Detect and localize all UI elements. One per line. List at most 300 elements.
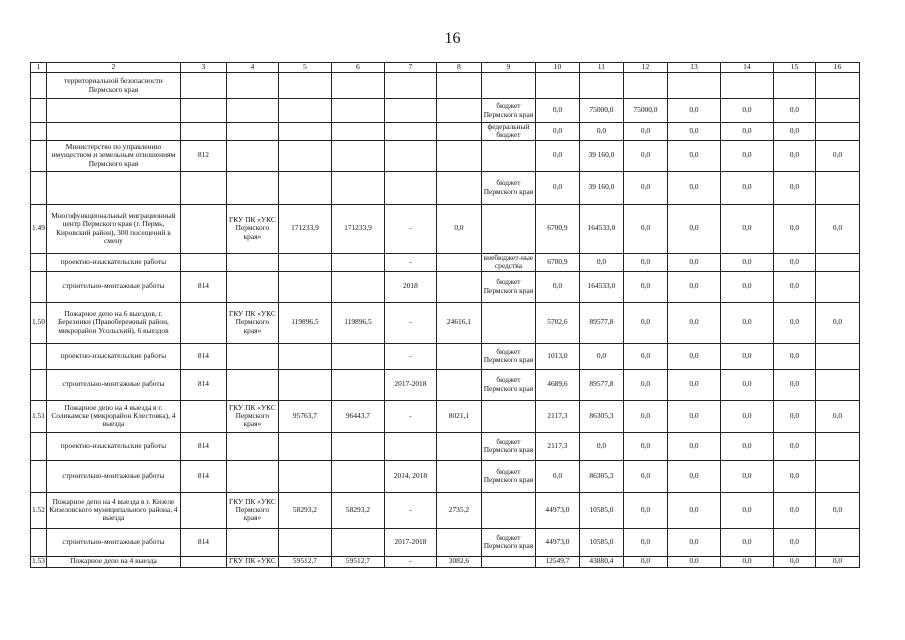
table-cell xyxy=(226,99,278,123)
header-cell: 9 xyxy=(481,63,535,73)
table-row xyxy=(31,528,860,556)
table-cell xyxy=(815,253,859,271)
table-cell: 0,0 xyxy=(720,302,773,343)
table-cell: бюджет Пермского края xyxy=(481,528,535,556)
table-cell xyxy=(226,460,278,492)
table-cell xyxy=(815,343,859,369)
table-cell: 0,0 xyxy=(773,400,815,432)
table-cell xyxy=(481,140,535,171)
header-cell: 12 xyxy=(623,63,667,73)
table-cell: 0,0 xyxy=(773,556,815,567)
table-cell: проектно-изыскательские работы xyxy=(46,343,180,369)
table-cell: 89577,8 xyxy=(579,302,623,343)
table-cell: 0,0 xyxy=(773,432,815,460)
table-cell: 75000,0 xyxy=(623,99,667,123)
table-cell: 0,0 xyxy=(720,171,773,204)
table-cell: 0,0 xyxy=(579,123,623,141)
table-cell xyxy=(436,460,481,492)
table-cell: 164533,0 xyxy=(579,204,623,253)
table-row xyxy=(31,253,860,271)
table-cell xyxy=(226,140,278,171)
table-cell xyxy=(815,73,859,99)
table-cell: 59512,7 xyxy=(278,556,331,567)
table-cell xyxy=(331,123,384,141)
table-cell: внебюджет-ные средства xyxy=(481,253,535,271)
table-cell: 0,0 xyxy=(720,432,773,460)
table-cell: 0,0 xyxy=(720,556,773,567)
table-cell xyxy=(815,123,859,141)
table-cell xyxy=(226,343,278,369)
table-cell xyxy=(436,432,481,460)
table-cell xyxy=(31,123,47,141)
table-cell: 1.50 xyxy=(31,302,47,343)
table-cell: 0,0 xyxy=(773,253,815,271)
table-cell: 0,0 xyxy=(773,123,815,141)
table-cell: 0,0 xyxy=(720,369,773,400)
table-cell: Многофункциональный миграционный центр Пермского края (г. Пермь, Кировский район), 300 посещений в смену xyxy=(46,204,180,253)
table-cell xyxy=(46,99,180,123)
table-cell: 0,0 xyxy=(667,432,720,460)
table-cell xyxy=(436,528,481,556)
table-cell: 44973,0 xyxy=(535,492,579,528)
table-cell xyxy=(31,140,47,171)
table-cell xyxy=(180,556,226,567)
table-cell: ГКУ ПК «УКС Пермского края» xyxy=(226,302,278,343)
table-cell: 0,0 xyxy=(773,302,815,343)
table-cell: 0,0 xyxy=(667,253,720,271)
table-cell xyxy=(579,73,623,99)
table-cell: 1.53 xyxy=(32,556,45,566)
table-cell: 0,0 xyxy=(667,171,720,204)
table-cell xyxy=(481,400,535,432)
table-cell: 0,0 xyxy=(623,253,667,271)
table-cell xyxy=(180,73,226,99)
table-cell: 0,0 xyxy=(773,460,815,492)
table-cell: 0,0 xyxy=(623,528,667,556)
table-cell: 86305,3 xyxy=(579,460,623,492)
table-cell: 2117,3 xyxy=(535,400,579,432)
table-cell xyxy=(815,528,859,556)
table-cell: 0,0 xyxy=(623,204,667,253)
table-cell: 2735,2 xyxy=(436,492,481,528)
table-cell: 0,0 xyxy=(720,123,773,141)
table-cell: 0,0 xyxy=(623,492,667,528)
table-cell xyxy=(226,271,278,302)
table-cell xyxy=(31,271,47,302)
header-cell: 8 xyxy=(436,63,481,73)
table-cell: строительно-монтажные работы xyxy=(46,460,180,492)
table-cell xyxy=(31,253,47,271)
header-cell: 16 xyxy=(815,63,859,73)
table-cell: 0,0 xyxy=(535,460,579,492)
table-cell: - xyxy=(384,400,436,432)
table-cell: 10585,0 xyxy=(579,492,623,528)
table-cell xyxy=(331,528,384,556)
header-cell: 7 xyxy=(384,63,436,73)
table-cell xyxy=(384,432,436,460)
table-cell: строительно-монтажные работы xyxy=(46,271,180,302)
table-cell: 814 xyxy=(180,343,226,369)
table-row xyxy=(31,343,860,369)
table-cell xyxy=(436,73,481,99)
table-row xyxy=(31,492,860,528)
table-cell: 0,0 xyxy=(667,343,720,369)
table-cell: 39 160,0 xyxy=(579,171,623,204)
table-cell xyxy=(31,528,47,556)
table-cell: 58293,2 xyxy=(331,492,384,528)
header-cell: 1 xyxy=(31,63,47,73)
table-cell xyxy=(384,171,436,204)
table-cell xyxy=(815,271,859,302)
table-cell xyxy=(278,343,331,369)
table-cell xyxy=(535,73,579,99)
table-cell: 0,0 xyxy=(623,369,667,400)
table-cell: 58293,2 xyxy=(278,492,331,528)
table-cell: 0,0 xyxy=(623,460,667,492)
table-cell: 814 xyxy=(180,432,226,460)
table-cell xyxy=(31,73,47,99)
table-cell: 0,0 xyxy=(720,140,773,171)
table-cell: 5702,6 xyxy=(535,302,579,343)
table-cell: 0,0 xyxy=(720,343,773,369)
table-cell xyxy=(331,343,384,369)
table-cell xyxy=(331,99,384,123)
table-cell: 89577,8 xyxy=(579,369,623,400)
header-cell: 2 xyxy=(46,63,180,73)
table-cell: ГКУ ПК «УКС Пермского края» xyxy=(226,492,278,528)
table-cell xyxy=(384,99,436,123)
table-cell: 164533,0 xyxy=(579,271,623,302)
table-cell xyxy=(46,171,180,204)
table-cell: 119896,5 xyxy=(278,302,331,343)
table-cell: 0,0 xyxy=(436,204,481,253)
table-cell xyxy=(226,528,278,556)
table-cell: федеральный бюджет xyxy=(481,123,535,141)
table-cell: 39 160,0 xyxy=(579,140,623,171)
table-cell: 10585,0 xyxy=(579,528,623,556)
table-cell xyxy=(226,123,278,141)
table-row xyxy=(31,171,860,204)
table-cell: Пожарное депо на 4 выезда xyxy=(46,556,180,567)
table-cell: проектно-изыскательские работы xyxy=(46,253,180,271)
table-cell xyxy=(331,171,384,204)
table-cell: бюджет Пермского края xyxy=(481,99,535,123)
table-cell: 0,0 xyxy=(623,343,667,369)
table-cell: 75000,0 xyxy=(579,99,623,123)
table-cell: 1.52 xyxy=(31,492,47,528)
table-cell: 43880,4 xyxy=(579,556,623,567)
table-cell xyxy=(384,123,436,141)
table-cell xyxy=(384,73,436,99)
table-cell: ГКУ ПК «УКС xyxy=(226,556,278,567)
table-cell xyxy=(226,432,278,460)
table-cell: 0,0 xyxy=(623,432,667,460)
table-cell xyxy=(815,171,859,204)
table-cell: 0,0 xyxy=(667,400,720,432)
header-row xyxy=(31,63,860,73)
header-cell: 15 xyxy=(773,63,815,73)
table-row xyxy=(31,140,860,171)
table-cell: 0,0 xyxy=(623,400,667,432)
table-cell: 0,0 xyxy=(535,140,579,171)
table-cell: 6700,9 xyxy=(535,253,579,271)
table-cell: 0,0 xyxy=(815,204,859,253)
table-cell: 814 xyxy=(180,460,226,492)
table-cell: 0,0 xyxy=(773,204,815,253)
table-cell xyxy=(226,171,278,204)
header-cell: 4 xyxy=(226,63,278,73)
table-cell: 0,0 xyxy=(720,271,773,302)
table-cell: 0,0 xyxy=(773,99,815,123)
table-row xyxy=(31,556,860,567)
table-cell: 0,0 xyxy=(667,123,720,141)
table-cell: строительно-монтажные работы xyxy=(46,369,180,400)
table-cell xyxy=(180,302,226,343)
table-cell xyxy=(331,369,384,400)
table-cell xyxy=(436,99,481,123)
table-cell xyxy=(180,253,226,271)
table-cell xyxy=(278,171,331,204)
table-cell: 0,0 xyxy=(579,343,623,369)
table-cell: 96443,7 xyxy=(331,400,384,432)
header-cell: 5 xyxy=(278,63,331,73)
table-cell xyxy=(481,556,535,567)
table-row xyxy=(31,99,860,123)
table-cell xyxy=(481,302,535,343)
table-row xyxy=(31,369,860,400)
table-cell: 0,0 xyxy=(773,140,815,171)
table-cell xyxy=(436,123,481,141)
table-cell xyxy=(436,343,481,369)
header-cell: 13 xyxy=(667,63,720,73)
table-cell xyxy=(278,432,331,460)
table-cell xyxy=(481,73,535,99)
table-cell: 0,0 xyxy=(720,99,773,123)
table-cell xyxy=(31,171,47,204)
table-cell: 0,0 xyxy=(667,271,720,302)
table-cell: бюджет Пермского края xyxy=(481,432,535,460)
table-cell: - xyxy=(384,302,436,343)
table-cell: 0,0 xyxy=(720,204,773,253)
table-cell: Пожарное депо на 4 выезда в г. Кизеле Кизеловского муниципального района, 4 выезда xyxy=(46,492,180,528)
table-cell: 171233,9 xyxy=(278,204,331,253)
table-cell xyxy=(31,460,47,492)
header-cell: 14 xyxy=(720,63,773,73)
table-cell xyxy=(720,73,773,99)
table-cell xyxy=(331,432,384,460)
table-cell: бюджет Пермского края xyxy=(481,343,535,369)
table-cell: 4689,6 xyxy=(535,369,579,400)
table-cell: 0,0 xyxy=(720,400,773,432)
table-cell xyxy=(436,140,481,171)
table-cell xyxy=(278,73,331,99)
table-cell: 814 xyxy=(180,369,226,400)
table-cell: 24616,1 xyxy=(436,302,481,343)
table-cell: 2014, 2018 xyxy=(384,460,436,492)
table-cell: 2017-2018 xyxy=(384,369,436,400)
table-cell: 0,0 xyxy=(623,271,667,302)
table-cell xyxy=(815,369,859,400)
table-cell: 0,0 xyxy=(773,343,815,369)
table-cell: 0,0 xyxy=(720,528,773,556)
table-cell xyxy=(815,99,859,123)
table-cell xyxy=(278,253,331,271)
table-cell: 0,0 xyxy=(815,140,859,171)
table-cell: бюджет Пермского края xyxy=(481,369,535,400)
header-cell: 10 xyxy=(535,63,579,73)
table-cell: 2018 xyxy=(384,271,436,302)
table-cell: 12549,7 xyxy=(535,556,579,567)
table-cell xyxy=(278,140,331,171)
table-cell: 0,0 xyxy=(667,528,720,556)
table-cell: 0,0 xyxy=(815,556,859,567)
table-cell xyxy=(331,253,384,271)
table-cell xyxy=(226,73,278,99)
table-cell xyxy=(331,460,384,492)
table-cell: 0,0 xyxy=(667,99,720,123)
table-cell xyxy=(46,123,180,141)
table-cell xyxy=(226,253,278,271)
table-cell xyxy=(278,460,331,492)
table-cell: 6700,9 xyxy=(535,204,579,253)
table-cell: 0,0 xyxy=(667,460,720,492)
page-number: 16 xyxy=(444,30,461,47)
table-cell xyxy=(278,271,331,302)
table-cell xyxy=(31,432,47,460)
table-cell: 0,0 xyxy=(623,556,667,567)
header-cell: 11 xyxy=(579,63,623,73)
table-cell xyxy=(278,369,331,400)
table-cell xyxy=(180,400,226,432)
table-cell xyxy=(278,528,331,556)
table-cell xyxy=(667,73,720,99)
header-cell: 6 xyxy=(331,63,384,73)
table-cell: территориальной безопасности Пермского края xyxy=(46,73,180,99)
table-cell: 0,0 xyxy=(535,123,579,141)
table-cell: 0,0 xyxy=(623,140,667,171)
table-cell: 0,0 xyxy=(815,492,859,528)
table-cell xyxy=(481,204,535,253)
table-cell xyxy=(331,140,384,171)
table-cell: бюджет Пермского края xyxy=(481,171,535,204)
table-row xyxy=(31,400,860,432)
table-cell xyxy=(436,253,481,271)
table-cell xyxy=(31,343,47,369)
table-cell: 2117,3 xyxy=(535,432,579,460)
table-cell: 0,0 xyxy=(579,253,623,271)
table-cell: проектно-изыскательские работы xyxy=(46,432,180,460)
table-cell: 171233,9 xyxy=(331,204,384,253)
table-cell xyxy=(180,204,226,253)
table-cell: 814 xyxy=(180,271,226,302)
header-cell: 3 xyxy=(180,63,226,73)
table-cell: - xyxy=(384,204,436,253)
table-cell: 0,0 xyxy=(773,171,815,204)
table-row xyxy=(31,460,860,492)
table-cell xyxy=(180,171,226,204)
table-row xyxy=(31,271,860,302)
table-cell xyxy=(180,99,226,123)
table-cell: ГКУ ПК «УКС Пермского края» xyxy=(226,204,278,253)
table-cell: 1013,0 xyxy=(535,343,579,369)
table-cell: строительно-монтажные работы xyxy=(46,528,180,556)
table-cell xyxy=(384,140,436,171)
table-cell: 59512,7 xyxy=(331,556,384,567)
table-cell: 0,0 xyxy=(623,123,667,141)
table-cell: - xyxy=(384,253,436,271)
table-cell: 0,0 xyxy=(815,302,859,343)
table-cell: 0,0 xyxy=(773,492,815,528)
table-cell: 0,0 xyxy=(720,460,773,492)
table-cell xyxy=(436,171,481,204)
table-cell: 1.49 xyxy=(31,204,47,253)
table-cell: 814 xyxy=(180,528,226,556)
table-cell xyxy=(815,460,859,492)
table-cell: - xyxy=(384,556,436,567)
table-cell: 0,0 xyxy=(773,528,815,556)
table-cell: бюджет Пермского края xyxy=(481,460,535,492)
table-cell: 0,0 xyxy=(773,369,815,400)
table-cell xyxy=(180,123,226,141)
table-row xyxy=(31,73,860,99)
table-cell: 0,0 xyxy=(667,492,720,528)
table-cell xyxy=(31,369,47,400)
table-cell: 0,0 xyxy=(667,140,720,171)
table-cell: 0,0 xyxy=(667,204,720,253)
table-cell: 86305,3 xyxy=(579,400,623,432)
table-cell xyxy=(623,73,667,99)
table-cell: 0,0 xyxy=(815,400,859,432)
table-cell: ГКУ ПК «УКС Пермского края» xyxy=(226,400,278,432)
table-cell xyxy=(226,369,278,400)
table-cell xyxy=(31,99,47,123)
table-cell: 0,0 xyxy=(667,302,720,343)
table-row xyxy=(31,302,860,343)
table-cell: 95763,7 xyxy=(278,400,331,432)
table-cell xyxy=(278,99,331,123)
table-cell xyxy=(436,369,481,400)
table-cell: Пожарное депо на 6 выездов, г. Березники (Правобережный район, микрорайон Усольский), 6 выездов xyxy=(46,302,180,343)
table-cell: 0,0 xyxy=(667,556,720,567)
table-cell: 8021,1 xyxy=(436,400,481,432)
table-row xyxy=(31,432,860,460)
table-cell: 44973,0 xyxy=(535,528,579,556)
table-cell: 3082,6 xyxy=(436,556,481,567)
table-cell: 0,0 xyxy=(720,492,773,528)
table-cell: 0,0 xyxy=(623,171,667,204)
table-cell: Пожарное депо на 4 выезда в г. Соликамске (микрорайон Клестовка), 4 выезда xyxy=(46,400,180,432)
table-cell: 2017-2018 xyxy=(384,528,436,556)
table-cell xyxy=(180,492,226,528)
table-cell: 119896,5 xyxy=(331,302,384,343)
budget-table xyxy=(30,62,860,568)
table-cell xyxy=(278,123,331,141)
table-cell: 0,0 xyxy=(579,432,623,460)
table-cell: 0,0 xyxy=(773,271,815,302)
table-cell: 0,0 xyxy=(535,271,579,302)
table-cell: Министерство по управлению имуществом и земельным отношениям Пермского края xyxy=(46,140,180,171)
table-cell: 0,0 xyxy=(535,171,579,204)
table-row xyxy=(31,123,860,141)
table-cell: 812 xyxy=(180,140,226,171)
table-cell xyxy=(773,73,815,99)
table-cell xyxy=(331,271,384,302)
table-cell: - xyxy=(384,343,436,369)
table-cell xyxy=(815,432,859,460)
table-cell: - xyxy=(384,492,436,528)
table-cell: 1.51 xyxy=(31,400,47,432)
table-row xyxy=(31,204,860,253)
